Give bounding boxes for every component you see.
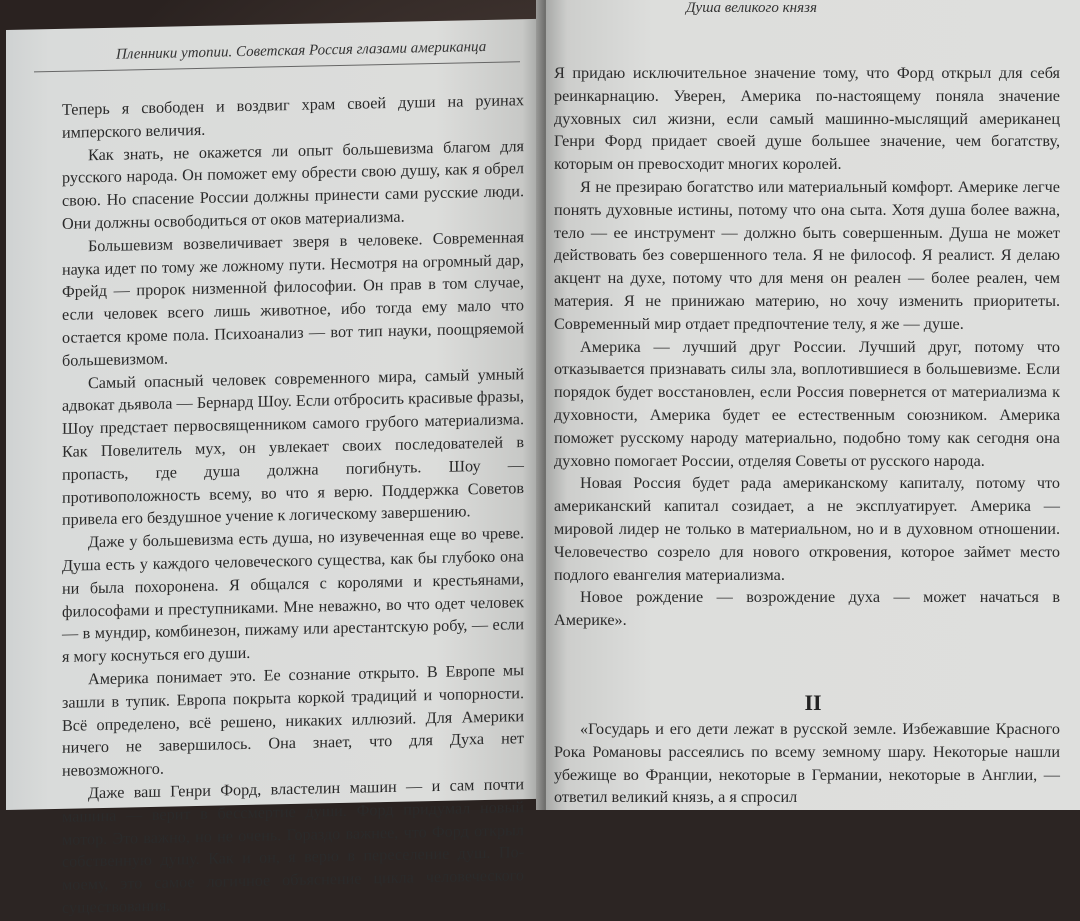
paragraph: Даже у большевизма есть душа, но изувеченная еще во чреве. Душа есть у каждого человеческого существа, как бы глубоко она ни была похоронена. Я общался с королями и крестьянами, философами и преступниками. Мне неважно, во что одет человек — в мундир, комбинезон, пижаму или арестантскую робу, — если я могу коснуться его души. xyxy=(62,524,524,666)
paragraph: Америка понимает это. Ее сознание открыто. В Европе мы зашли в тупик. Европа покрыта коркой традиций и чопорности. Всё определено, всё решено, никаких иллюзий. Для Америки ничего не завершилось. Она знает, что для Духа нет невозможного. xyxy=(62,661,524,780)
paragraph: Теперь я свободен и воздвиг храм своей души на руинах имперского величия. xyxy=(62,91,524,142)
paragraph: Америка — лучший друг России. Лучший друг, потому что отказывается признавать силы зла, воплотившиеся в большевизме. Если порядок будет восстановлен, если Россия повернется от материализма к духовности, Америка будет ее естественным союзником. Америка поможет русскому народу материально, подобно тому как сегодня она духовно помогает России, отделяя Советы от русского народа. xyxy=(554,337,1060,470)
paragraph: Новая Россия будет рада американскому капиталу, потому что американский капитал созидает, а не эксплуатирует. Америка — мировой лидер не только в материальном, но и в духовном отношении. Человечество созрело для нового откровения, которое займет место подлого евангелия материализма. xyxy=(554,474,1060,584)
paragraph: Я не презираю богатство или материальный комфорт. Америке легче понять духовные истины, потому что она сыта. Хотя душа более важна, тело — ее инструмент — должно быть совершенным. Душа не может действовать без совершенного тела. Я не философ. Я реалист. Я делаю акцент на духе, потому что для меня он реален — более реален, чем материя. Я не принижаю материю, но хочу изменить приоритеты. Современный мир отдает предпочтение телу, я же — душе. xyxy=(554,177,1060,333)
paragraph: Как знать, не окажется ли опыт большевизма благом для русского народа. Он поможет ему обрести свою душу, как я обрел свою. Но спасение России должны принести сами русские люди. Они должны освободиться от оков материализма. xyxy=(62,136,524,233)
right-page xyxy=(546,0,1080,810)
right-text-column xyxy=(554,62,1060,632)
paragraph: Самый опасный человек современного мира, самый умный адвокат дьявола — Бернард Шоу. Если отбросить красивые фразы, Шоу предстает первосвященником самого грубого материализма. Как Повелитель мух, он увлекает своих последователей в пропасть, где душа должна погибнуть. Шоу — противоположность всему, во что я верю. Поддержка Советов привела его бездушное учение к логическому завершению. xyxy=(62,364,524,530)
paragraph: Даже ваш Генри Форд, властелин машин — и сам почти машина — верит в бессмертие души. Форд придумал новый мотор. Это важно, но не очень. Гораздо важнее, что Форд открыл собственную душу. Как и он, я верю в переселение душ. По-моему, это самое логичное объяснение цикла человеческого существования. xyxy=(62,775,524,917)
paragraph: Большевизм возвеличивает зверя в человеке. Современная наука идет по тому же ложному пути. Несмотря на огромный дар, Фрейд — пророк низменной философии. Он прав в том случае, если человек всего лишь животное, ибо тогда ему мало что остается кроме пола. Психоанализ — вот тип науки, поощряемой большевизмом. xyxy=(62,227,524,370)
section-heading: II xyxy=(804,690,822,715)
left-page xyxy=(6,19,544,917)
left-running-head: Пленники утопии. Советская Россия глазами американца xyxy=(116,38,487,63)
right-running-head: Душа великого князя xyxy=(686,0,817,16)
paragraph: «Государь и его дети лежат в русской земле. Избежавшие Красного Рока Романовы рассеялись по всему земному шару. Некоторые нашли убежище во Франции, некоторые в Германии, некоторые в Англии, — ответил великий князь, а я спросил xyxy=(554,720,1060,807)
left-text-column xyxy=(62,89,524,919)
paragraph: Я придаю исключительное значение тому, что Форд открыл для себя реинкарнацию. Уверен, Америка по-настоящему поняла значение духовных сил жизни, если самый машинно-мыслящий американец Генри Форд придает своей душе большее значение, чем богатству, которым он превосходит многих королей. xyxy=(554,64,1060,174)
section-text-column xyxy=(554,718,1060,809)
left-head-rule xyxy=(34,61,520,72)
paragraph: Новое рождение — возрождение духа — может начаться в Америке». xyxy=(554,588,1060,630)
